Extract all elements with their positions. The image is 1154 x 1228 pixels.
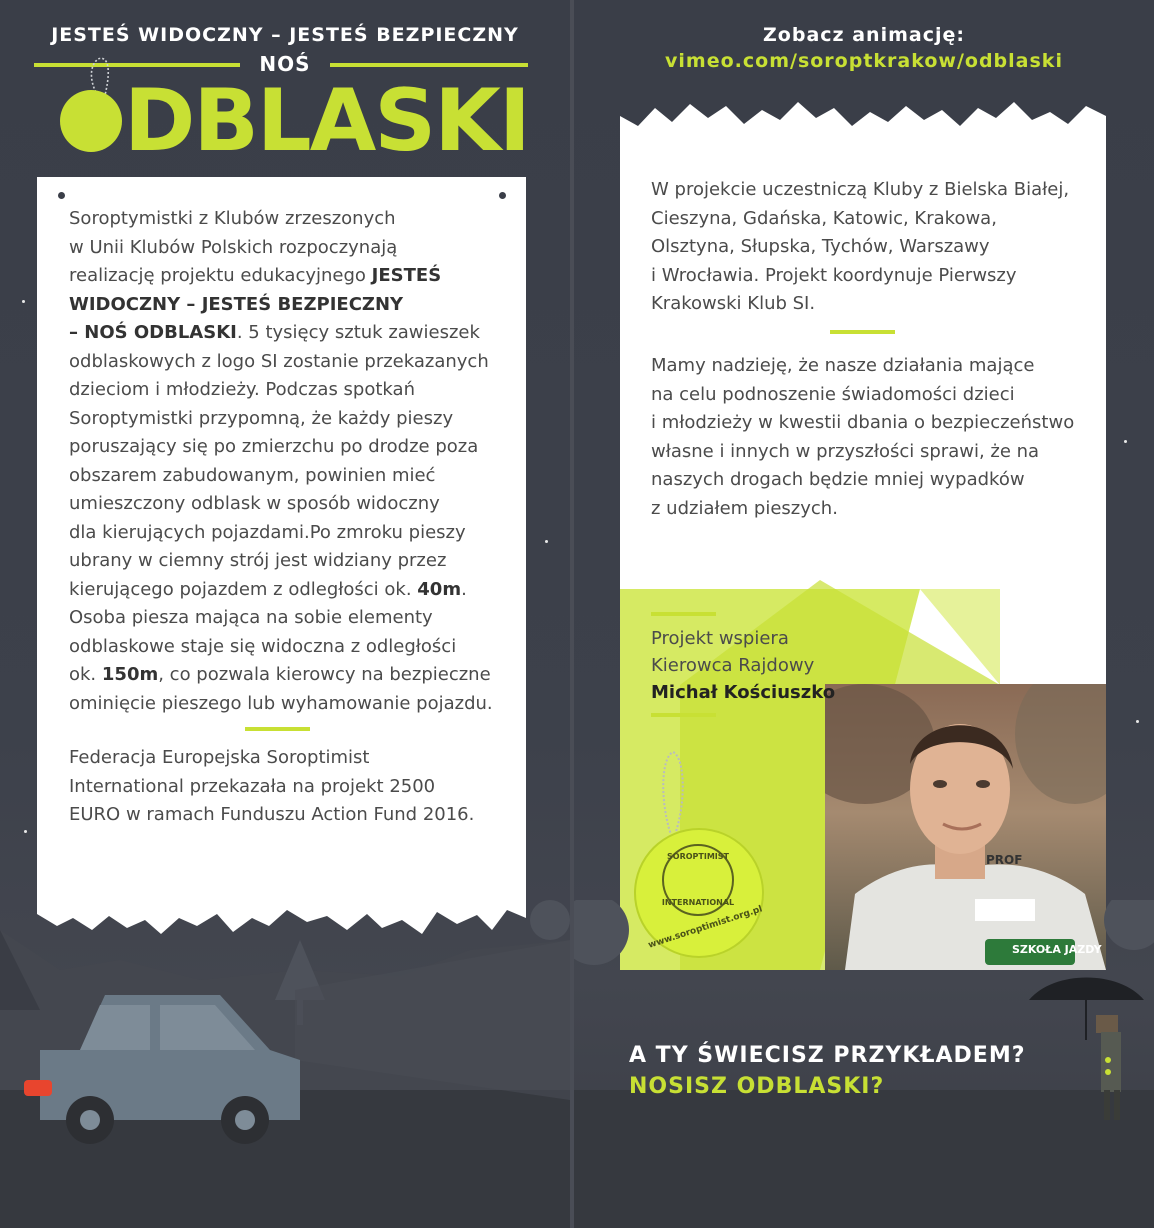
night-road-illustration [0, 900, 570, 1228]
text-line: w Unii Klubów Polskich rozpoczynają [69, 236, 398, 258]
cta-highlight: NOSISZ ODBLASKI? [629, 1074, 885, 1099]
text-line: Olsztyna, Słupska, Tychów, Warszawy [651, 236, 990, 257]
text-line: na celu podnoszenie świadomości dzieci [651, 383, 1015, 405]
reflector-dot-icon [60, 90, 122, 152]
text-line: dla kierujących pojazdami.Po zmroku pieszy [69, 521, 466, 543]
separator [245, 727, 310, 731]
text-line: z udziałem pieszych. [651, 497, 838, 519]
left-paragraph-2 [69, 744, 519, 830]
pin-dot [499, 192, 506, 199]
text-line: ubrany w ciemny strój jest widziany przez [69, 550, 447, 571]
header-title-text: DBLASKI [124, 71, 529, 171]
tag-text-top: SOROPTIMIST [667, 852, 729, 861]
text-line: realizację projektu edukacyjnego JESTEŚ [69, 265, 442, 286]
text-line: EURO w ramach Funduszu Action Fund 2016. [69, 804, 475, 825]
text-line: W projekcie uczestniczą Kluby z Bielska Białej, [651, 179, 1070, 200]
text-line: i Wrocławia. Projekt koordynuje Pierwszy [651, 264, 1017, 286]
suit-badge-school: SZKOŁA JAZDY [1012, 943, 1102, 956]
animation-link[interactable]: vimeo.com/soroptkrakow/odblaski [665, 50, 1063, 72]
star [1124, 440, 1127, 443]
tag-url: www.soroptimist.org.pl [647, 904, 764, 951]
text-line: WIDOCZNY – JESTEŚ BEZPIECZNY [69, 293, 404, 315]
text-line: naszych drogach będzie mniej wypadków [651, 469, 1025, 490]
star [1136, 720, 1139, 723]
animation-label: Zobacz animację: [763, 24, 965, 46]
suit-badge-prof: PROF [986, 853, 1023, 867]
header-nos: NOŚ [259, 52, 311, 76]
right-panel [574, 0, 1154, 1228]
text-line: obszarem zabudowanym, powinien mieć [69, 464, 436, 486]
cta-question: A TY ŚWIECISZ PRZYKŁADEM? [629, 1043, 1026, 1068]
left-paragraph-1 [69, 205, 519, 718]
header-title [60, 71, 529, 171]
supporter-info [651, 625, 911, 706]
pin-dot [58, 192, 65, 199]
text-line: Mamy nadzieję, że nasze działania mające [651, 355, 1035, 376]
text-line: odblaskowych z logo SI zostanie przekazanych [69, 350, 489, 372]
text-line: Krakowski Klub SI. [651, 293, 816, 314]
text-line: Soroptymistki przypomną, że każdy pieszy [69, 407, 454, 429]
text-line: odblaskowe staje się widoczna z odległości [69, 635, 457, 657]
torn-edge-top [620, 96, 1106, 136]
tag-text-bottom: INTERNATIONAL [661, 898, 735, 907]
support-line: Projekt wspiera [651, 628, 789, 649]
separator [651, 713, 716, 717]
star [24, 830, 27, 833]
star [545, 540, 548, 543]
right-paragraph-1 [651, 176, 1101, 319]
text-line: i młodzieży w kwestii dbania o bezpieczeństwo [651, 412, 1075, 433]
text-line: ok. 150m, co pozwala kierowcy na bezpieczne [69, 664, 491, 685]
header-slogan: JESTEŚ WIDOCZNY – JESTEŚ BEZPIECZNY [51, 24, 519, 46]
text-line: dzieciom i młodzieży. Podczas spotkań [69, 379, 415, 400]
separator [651, 612, 716, 616]
right-paragraph-2 [651, 352, 1101, 523]
left-panel [0, 0, 570, 1228]
text-line: Soroptymistki z Klubów zrzeszonych [69, 208, 396, 229]
text-line: International przekazała na projekt 2500 [69, 775, 436, 797]
text-line: Federacja Europejska Soroptimist [69, 747, 370, 768]
text-line: Osoba piesza mająca na sobie elementy [69, 607, 433, 628]
text-line: umieszczony odblask w sposób widoczny [69, 493, 440, 514]
text-line: ominięcie pieszego lub wyhamowanie pojazdu. [69, 692, 493, 714]
text-line: własne i innych w przyszłości sprawi, że na [651, 440, 1040, 462]
support-line: Kierowca Rajdowy [651, 655, 815, 676]
text-line: – NOŚ ODBLASKI. 5 tysięcy sztuk zawieszek [69, 322, 480, 343]
text-line: Cieszyna, Gdańska, Katowic, Krakowa, [651, 207, 997, 229]
text-line: poruszający się po zmierzchu po drodze poza [69, 436, 479, 457]
star [22, 300, 25, 303]
supporter-name: Michał Kościuszko [651, 682, 836, 703]
separator [830, 330, 895, 334]
text-line: kierującego pojazdem z odległości ok. 40m. [69, 578, 467, 600]
